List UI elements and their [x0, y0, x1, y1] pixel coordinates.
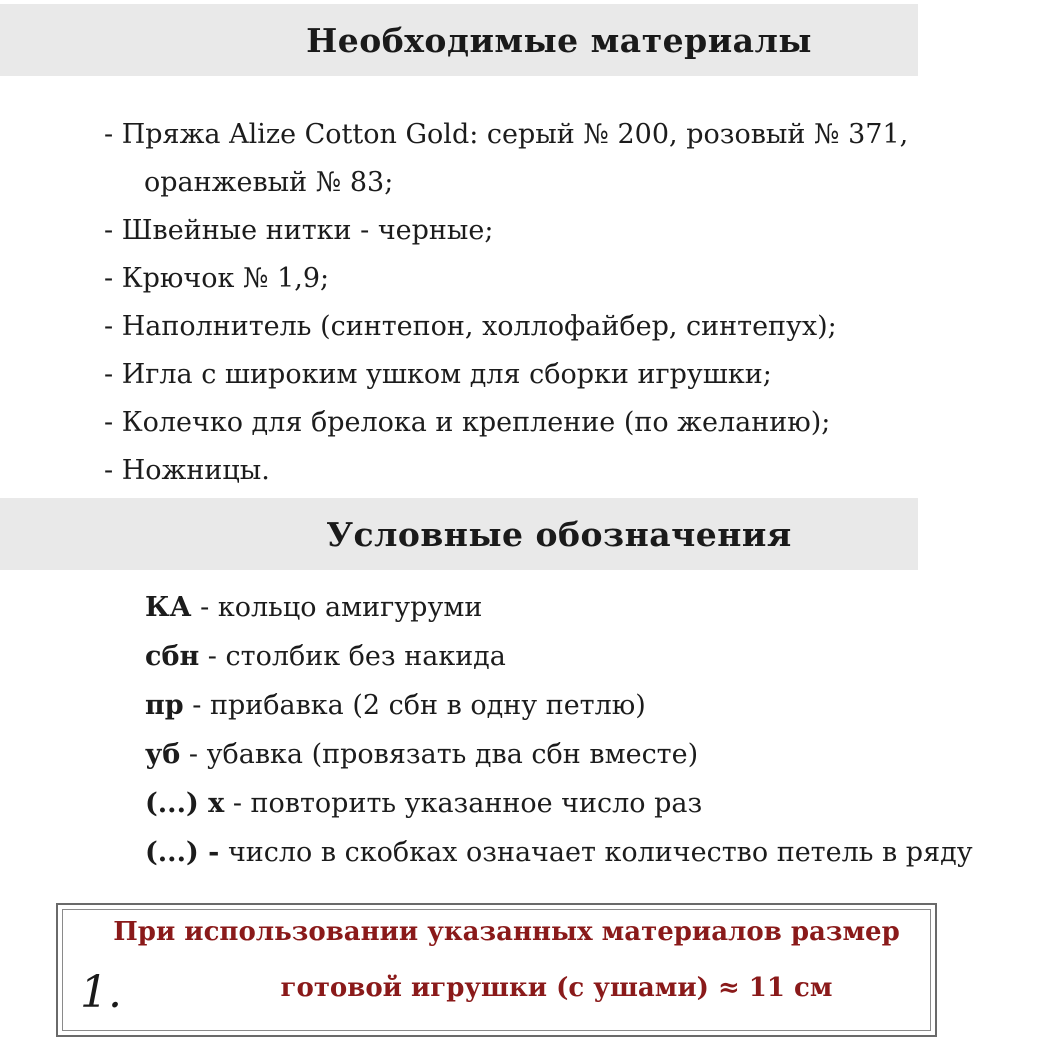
- legend-desc: - кольцо амигуруми: [191, 592, 483, 623]
- materials-header: [0, 4, 918, 76]
- materials-title: Необходимые материалы: [306, 20, 812, 60]
- legend-header: [0, 498, 918, 570]
- legend-item: [145, 681, 973, 730]
- materials-item: - Швейные нитки - черные;: [104, 215, 494, 246]
- materials-item: - Колечко для брелока и крепление (по желанию);: [104, 407, 831, 438]
- legend-desc: - столбик без накида: [199, 641, 506, 672]
- legend-desc: - повторить указанное число раз: [224, 788, 703, 819]
- materials-item: оранжевый № 83;: [144, 167, 394, 198]
- legend-abbr: сбн: [145, 641, 200, 672]
- legend-item: [145, 828, 973, 877]
- legend-desc: число в скобках означает количество петель в ряду: [219, 837, 973, 868]
- legend-abbr: (...) -: [145, 837, 220, 868]
- legend-abbr: (...) х: [145, 788, 225, 819]
- legend-desc: - убавка (провязать два сбн вместе): [180, 739, 699, 770]
- legend-item: [145, 632, 973, 681]
- size-note-line-1: При использовании указанных материалов размер: [113, 917, 900, 947]
- legend-list: [145, 583, 973, 877]
- legend-item: [145, 583, 973, 632]
- page-number: 1.: [80, 967, 122, 1018]
- legend-abbr: пр: [145, 690, 184, 721]
- legend-abbr: уб: [145, 739, 181, 770]
- legend-item: [145, 730, 973, 779]
- materials-item: - Наполнитель (синтепон, холлофайбер, синтепух);: [104, 311, 837, 342]
- legend-item: [145, 779, 973, 828]
- legend-desc: - прибавка (2 сбн в одну петлю): [183, 690, 646, 721]
- materials-item: - Игла с широким ушком для сборки игрушки;: [104, 359, 772, 390]
- size-note-line-2: готовой игрушки (с ушами) ≈ 11 см: [280, 973, 833, 1003]
- materials-item: - Крючок № 1,9;: [104, 263, 330, 294]
- legend-abbr: КА: [145, 592, 192, 623]
- materials-item: - Пряжа Alize Cotton Gold: серый № 200, розовый № 371,: [104, 119, 909, 150]
- size-note-box: [56, 903, 937, 1037]
- materials-list: [104, 111, 908, 495]
- materials-item: - Ножницы.: [104, 455, 270, 486]
- legend-title: Условные обозначения: [326, 514, 792, 554]
